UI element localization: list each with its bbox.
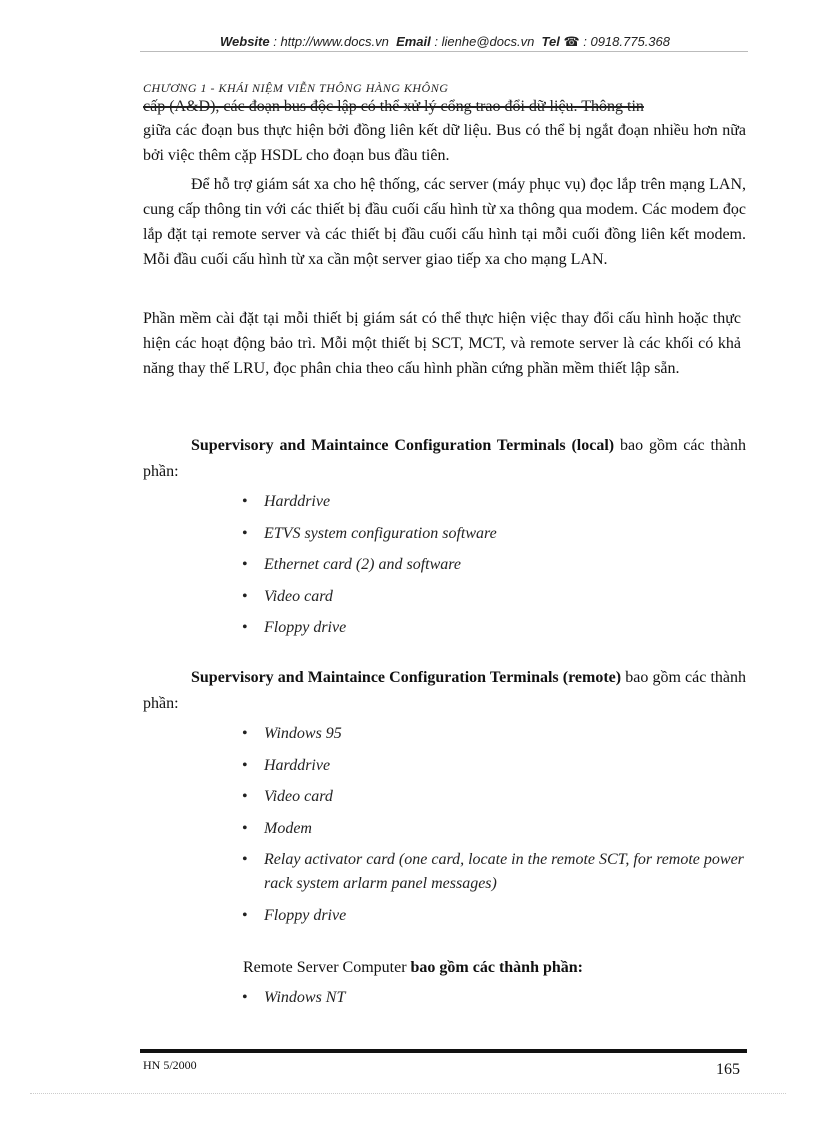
bullet-icon: • [242,725,248,742]
remote-component-list [240,722,750,935]
list-item: • Ethernet card (2) and software [240,553,750,577]
tel-label: Tel ☎ [541,34,580,49]
footer-date: HN 5/2000 [143,1058,197,1072]
paragraph-1: giữa các đoạn bus thực hiện bởi đồng liên kết dữ liệu. Bus có thể bị ngắt đoạn nhiều hơn nữa bởi việc thêm cặp HSDL cho đoạn bus đầu tiên. [143,122,746,164]
page-bottom-divider [30,1093,786,1094]
list-item: • Floppy drive [240,616,750,640]
site-header [140,34,750,50]
section-local-heading [143,433,746,485]
website-sep: : [269,34,281,49]
paragraph-3: Phần mềm cài đặt tại mỗi thiết bị giám sát có thể thực hiện việc thay đổi cấu hình hoặc thực hiện các hoạt động bảo trì. Mỗi một thiết bị SCT, MCT, và remote server là các khối có khả năng thay thế LRU, đọc phân chia theo cấu hình phần cứng phần mềm thiết lập sẵn. [143,310,741,377]
list-item: • Modem [240,817,750,841]
list-item: • ETVS system configuration software [240,522,750,546]
remote-server-rest: bao gồm các thành phần: [410,959,583,976]
chapter-title: CHƯƠNG 1 - KHÁI NIỆM VIỄN THÔNG HÀNG KHÔNG [143,81,449,95]
section-remote-heading [143,665,746,717]
website-label: Website [220,34,270,49]
footer-rule [140,1049,747,1053]
bullet-icon: • [242,819,248,837]
list-item: • Relay activator card (one card, locate in the remote SCT, for remote power rack system arlarm panel messages) [240,848,750,896]
section-remote-rest: bao gồm các thành phần: [143,669,746,712]
remote-server-list [240,986,750,1018]
bullet-icon: • [242,524,248,542]
list-item: • Video card [240,585,750,609]
page-number: 165 [716,1061,740,1078]
struck-text-line: cấp (A&D), các đoạn bus độc lập có thể xử lý cổng trao đổi dữ liệu. Thông tin [143,98,644,115]
email-label: Email [396,34,431,49]
header-rule [140,51,748,52]
list-item: • Video card [240,785,750,809]
bullet-icon: • [242,493,248,510]
list-item: • Harddrive [240,754,750,778]
section-local-title: Supervisory and Maintaince Configuration Terminals (local) [191,437,615,454]
remote-server-heading [243,956,583,980]
local-component-list [240,490,750,648]
website-url[interactable]: http://www.docs.vn [280,34,389,49]
paragraph-2: Để hỗ trợ giám sát xa cho hệ thống, các server (máy phục vụ) đọc lắp trên mạng LAN, cung cấp thông tin với các thiết bị đầu cuối cấu hình từ xa thông qua modem. Các modem đọc lắp đặt tại remote server và các thiết bị đầu cuối cấu hình tại mỗi cuối đồng liên kết modem. Mỗi đầu cuối cấu hình từ xa cần một server giao tiếp xa cho mạng LAN. [143,176,746,268]
bullet-icon: • [242,851,248,868]
bullet-icon: • [242,587,248,605]
list-item: • Floppy drive [240,904,750,928]
remote-server-title: Remote Server Computer [243,959,411,976]
bullet-icon: • [242,556,248,573]
section-local-rest: bao gồm các thành phần: [143,437,747,480]
bullet-icon: • [242,619,248,636]
tel-value: : 0918.775.368 [579,34,670,49]
list-item: • Harddrive [240,490,750,514]
bullet-icon: • [242,788,248,805]
bullet-icon: • [242,906,248,924]
section-remote-title: Supervisory and Maintaince Configuration Terminals (remote) [191,669,622,686]
list-item: • Windows 95 [240,722,750,746]
bullet-icon: • [242,989,248,1006]
email-value[interactable]: : lienhe@docs.vn [430,34,535,49]
bullet-icon: • [242,756,248,774]
list-item: • Windows NT [240,986,750,1010]
